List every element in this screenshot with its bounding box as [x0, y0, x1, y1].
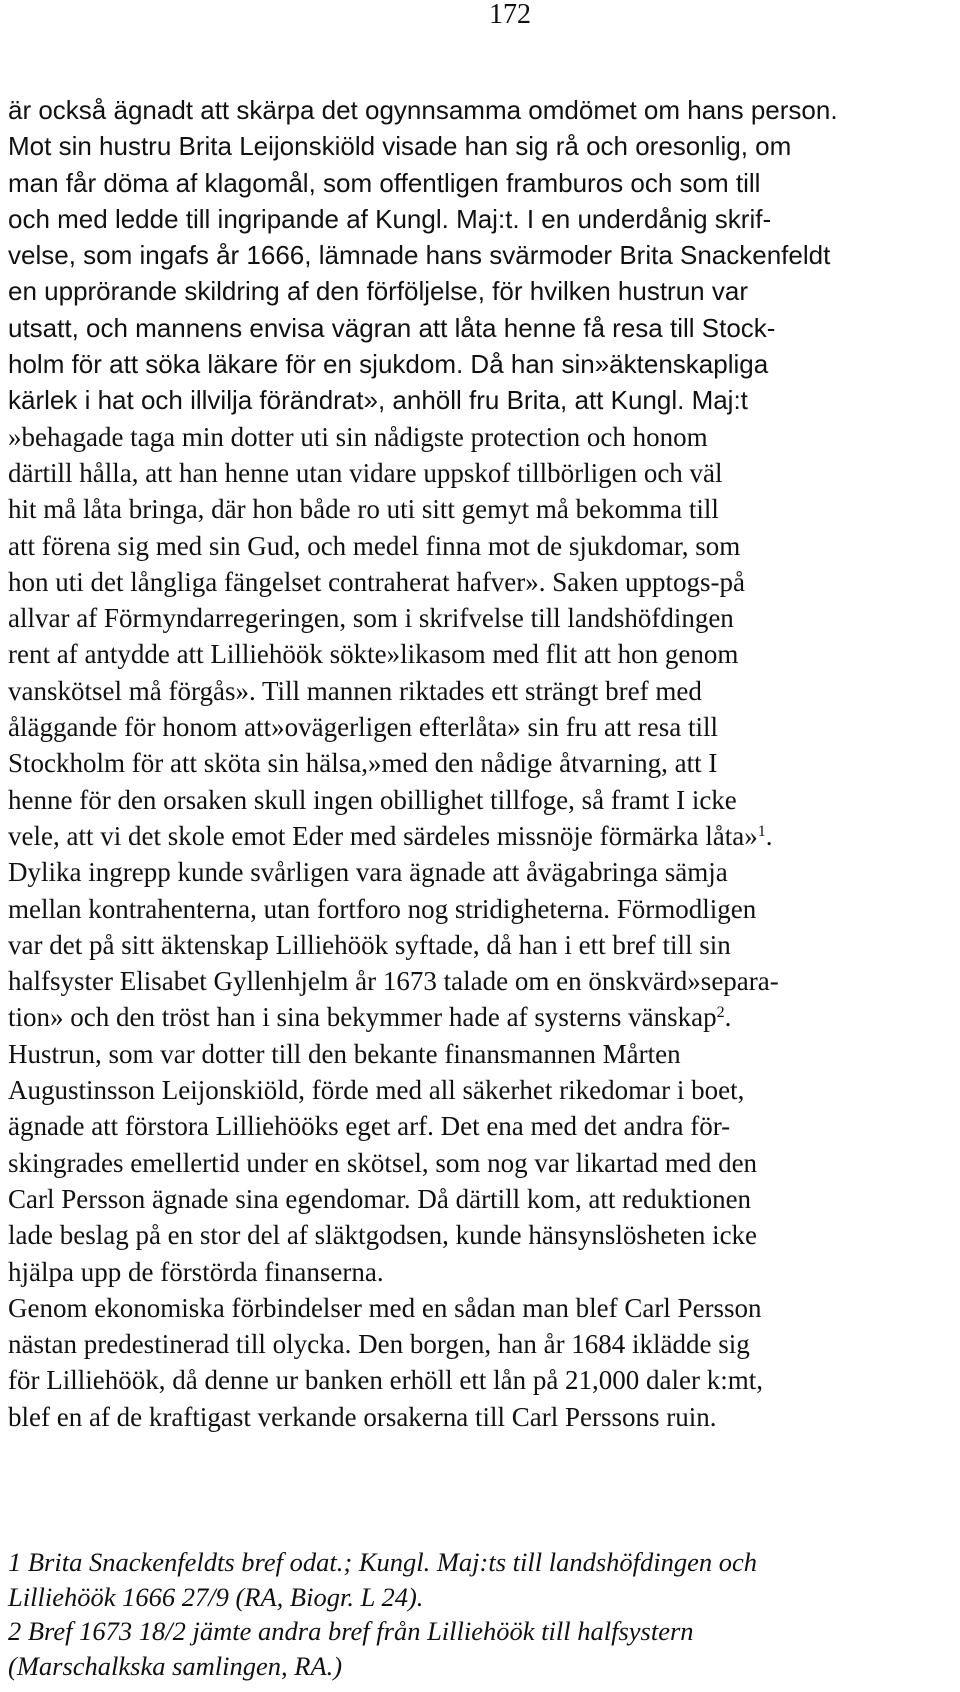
footnotes: [8, 1545, 952, 1683]
text-line-content: var det på sitt äktenskap Lilliehöök syftade, då han i ett bref till sin: [8, 929, 731, 960]
text-line-content: åläggande för honom att»ovägerligen efterlåta» sin fru att resa till: [8, 712, 718, 743]
text-line: [8, 564, 952, 600]
text-line-content: tion» och den tröst han i sina bekymmer hade af systerns vänskap: [8, 1002, 717, 1033]
text-line: [8, 346, 952, 382]
text-line: [8, 92, 952, 128]
text-line-content: hjälpa upp de förstörda finanserna.: [8, 1256, 384, 1287]
text-line-content: skingrades emellertid under en skötsel, som nog var likartad med den: [8, 1147, 758, 1178]
footnote-marker: 1: [757, 822, 766, 840]
text-line-content: för Lilliehöök, då denne ur banken erhöll ett lån på 21,000 daler k:mt,: [8, 1365, 764, 1396]
text-line-content: »behagade taga min dotter uti sin nådigste protection och honom: [8, 421, 708, 452]
text-line-content: lade beslag på en stor del af släktgodsen, kunde hänsynslösheten icke: [8, 1220, 758, 1251]
text-line-content: halfsyster Elisabet Gyllenhjelm år 1673 talade om en önskvärd»separa-: [8, 966, 779, 997]
body-text: [8, 92, 952, 1435]
text-line-content: hon uti det långliga fängelset contraherat hafver». Saken upptogs-på: [8, 566, 746, 597]
text-line-content: henne för den orsaken skull ingen obillighet tillfoge, så framt I icke: [8, 784, 737, 815]
footnote-line: Lilliehöök 1666 27/9 (RA, Biogr. L 24).: [8, 1581, 424, 1612]
text-line: [8, 310, 952, 346]
text-line-content: nästan predestinerad till olycka. Den borgen, han år 1684 iklädde sig: [8, 1329, 750, 1360]
text-line: [8, 709, 952, 745]
text-line-content: Mot sin hustru Brita Leijonskiöld visade han sig rå och oresonlig, om: [8, 131, 792, 162]
text-line-content: Augustinsson Leijonskiöld, förde med all säkerhet rikedomar i boet,: [8, 1075, 745, 1106]
text-line: [8, 165, 952, 201]
text-line: [8, 419, 952, 455]
text-line: [8, 854, 952, 890]
text-line: [8, 891, 952, 927]
text-line: [8, 491, 952, 527]
text-line-content: Hustrun, som var dotter till den bekante finansmannen Mårten: [8, 1038, 681, 1069]
text-line: [8, 963, 952, 999]
text-line: [8, 273, 952, 309]
text-line: [8, 818, 952, 854]
text-line-content: man får döma af klagomål, som offentligen framburos och som till: [8, 167, 761, 198]
text-line-content: vele, att vi det skole emot Eder med särdeles missnöje förmärka låta»: [8, 820, 758, 851]
text-line-content: velse, som ingafs år 1666, lämnade hans svärmoder Brita Snackenfeldt: [8, 240, 831, 271]
text-line: [8, 1290, 952, 1326]
text-line-content: ägnade att förstora Lilliehööks eget arf. Det ena med det andra för-: [8, 1111, 731, 1142]
text-line: [8, 528, 952, 564]
text-line-content: Carl Persson ägnade sina egendomar. Då därtill kom, att reduktionen: [8, 1183, 752, 1214]
text-line: [8, 382, 952, 418]
text-line-content: och med ledde till ingripande af Kungl. Maj:t. I en underdånig skrif-: [8, 203, 772, 234]
text-line-content: hit må låta bringa, där hon både ro uti sitt gemyt må bekomma till: [8, 494, 719, 525]
text-line: [8, 1217, 952, 1253]
text-line: [8, 745, 952, 781]
text-line: [8, 636, 952, 672]
text-line: [8, 237, 952, 273]
text-line: [8, 201, 952, 237]
text-line: [8, 673, 952, 709]
text-line: [8, 1145, 952, 1181]
text-line-content: en upprörande skildring af den förföljelse, för hvilken hustrun var: [8, 276, 748, 307]
text-line-content: Dylika ingrepp kunde svårligen vara ägnade att åvägabringa sämja: [8, 857, 728, 888]
text-line-content: kärlek i hat och illvilja förändrat», anhöll fru Brita, att Kungl. Maj:t: [8, 385, 748, 416]
text-line: [8, 1036, 952, 1072]
text-line-content: vanskötsel må förgås». Till mannen riktades ett strängt bref med: [8, 675, 702, 706]
text-line-content: Stockholm för att sköta sin hälsa,»med den nådige åtvarning, att I: [8, 748, 718, 779]
text-line: [8, 1362, 952, 1398]
text-line-suffix: .: [765, 820, 773, 851]
text-line-content: Genom ekonomiska förbindelser med en sådan man blef Carl Persson: [8, 1292, 762, 1323]
text-line: [8, 1181, 952, 1217]
text-line: [8, 1072, 952, 1108]
page-number: 172: [489, 0, 531, 30]
footnote-line: 2 Bref 1673 18/2 jämte andra bref från Lilliehöök till halfsystern: [8, 1616, 694, 1646]
text-line: [8, 999, 952, 1035]
text-line-content: blef en af de kraftigast verkande orsakerna till Carl Perssons ruin.: [8, 1401, 717, 1432]
text-line-suffix: .: [724, 1002, 732, 1033]
text-line-content: att förena sig med sin Gud, och medel finna mot de sjukdomar, som: [8, 530, 741, 561]
text-line: [8, 927, 952, 963]
text-line: [8, 600, 952, 636]
text-line-content: rent af antydde att Lilliehöök sökte»likasom med flit att hon genom: [8, 639, 739, 670]
text-line: [8, 1108, 952, 1144]
text-line-content: därtill hålla, att han henne utan vidare uppskof tillbörligen och väl: [8, 457, 723, 488]
text-line: [8, 782, 952, 818]
footnote-line: 1 Brita Snackenfeldts bref odat.; Kungl. Maj:ts till landshöfdingen och: [8, 1547, 758, 1577]
footnote-line: (Marschalkska samlingen, RA.): [8, 1650, 343, 1681]
text-line: [8, 128, 952, 164]
text-line-content: är också ägnadt att skärpa det ogynnsamma omdömet om hans person.: [8, 95, 838, 125]
text-line: [8, 1254, 952, 1290]
footnote-marker: 2: [716, 1004, 725, 1022]
text-line: [8, 1326, 952, 1362]
text-line: [8, 455, 952, 491]
text-line-content: mellan kontrahenterna, utan fortforo nog stridigheterna. Förmodligen: [8, 893, 757, 924]
text-line: [8, 1399, 952, 1435]
text-line-content: allvar af Förmyndarregeringen, som i skrifvelse till landshöfdingen: [8, 603, 734, 634]
text-line-content: holm för att söka läkare för en sjukdom. Då han sin»äktenskapliga: [8, 349, 769, 380]
text-line-content: utsatt, och mannens envisa vägran att låta henne få resa till Stock-: [8, 312, 776, 343]
